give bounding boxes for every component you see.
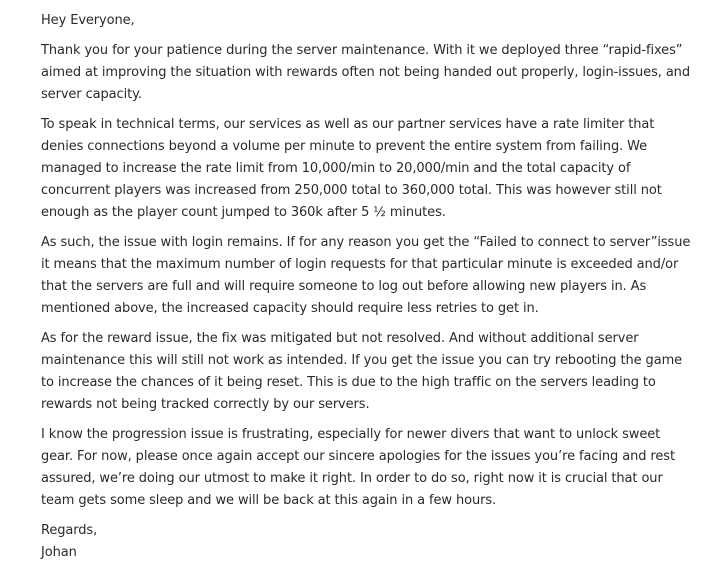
signature: Johan <box>41 545 77 560</box>
paragraph-progression-issue: I know the progression issue is frustrating, especially for newer divers that want to unlock sweet gear. For now, please once again accept our sincere apologies for the issues you’re facing and rest assured, we’re doing our utmost to make it right. In order to do so, right now it is crucial that our team gets some sleep and we will be back at this again in a few hours. <box>41 427 675 508</box>
closing: Regards, <box>41 523 98 538</box>
paragraph-login-issue: As such, the issue with login remains. If for any reason you get the “Failed to connect to server”issue it means that the maximum number of login requests for that particular minute is exceeded and/or that the servers are full and will require someone to log out before allowing new players in. As mentioned above, the increased capacity should require less retries to get in. <box>41 235 691 316</box>
paragraph-rate-limiter: To speak in technical terms, our services as well as our partner services have a rate limiter that denies connections beyond a volume per minute to prevent the entire system from failing. We managed to increase the rate limit from 10,000/min to 20,000/min and the total capacity of concurrent players was increased from 250,000 total to 360,000 total. This was however still not enough as the player count jumped to 360k after 5 ½ minutes. <box>41 117 662 220</box>
greeting: Hey Everyone, <box>41 13 135 28</box>
paragraph-reward-issue: As for the reward issue, the fix was mitigated but not resolved. And without additional server maintenance this will still not work as intended. If you get the issue you can try rebooting the game to increase the chances of it being reset. This is due to the high traffic on the servers leading to rewards not being tracked correctly by our servers. <box>41 331 683 412</box>
letter-body <box>41 10 691 564</box>
paragraph-maintenance: Thank you for your patience during the server maintenance. With it we deployed three “rapid-fixes” aimed at improving the situation with rewards often not being handed out properly, login-issues, and server capacity. <box>41 43 690 102</box>
